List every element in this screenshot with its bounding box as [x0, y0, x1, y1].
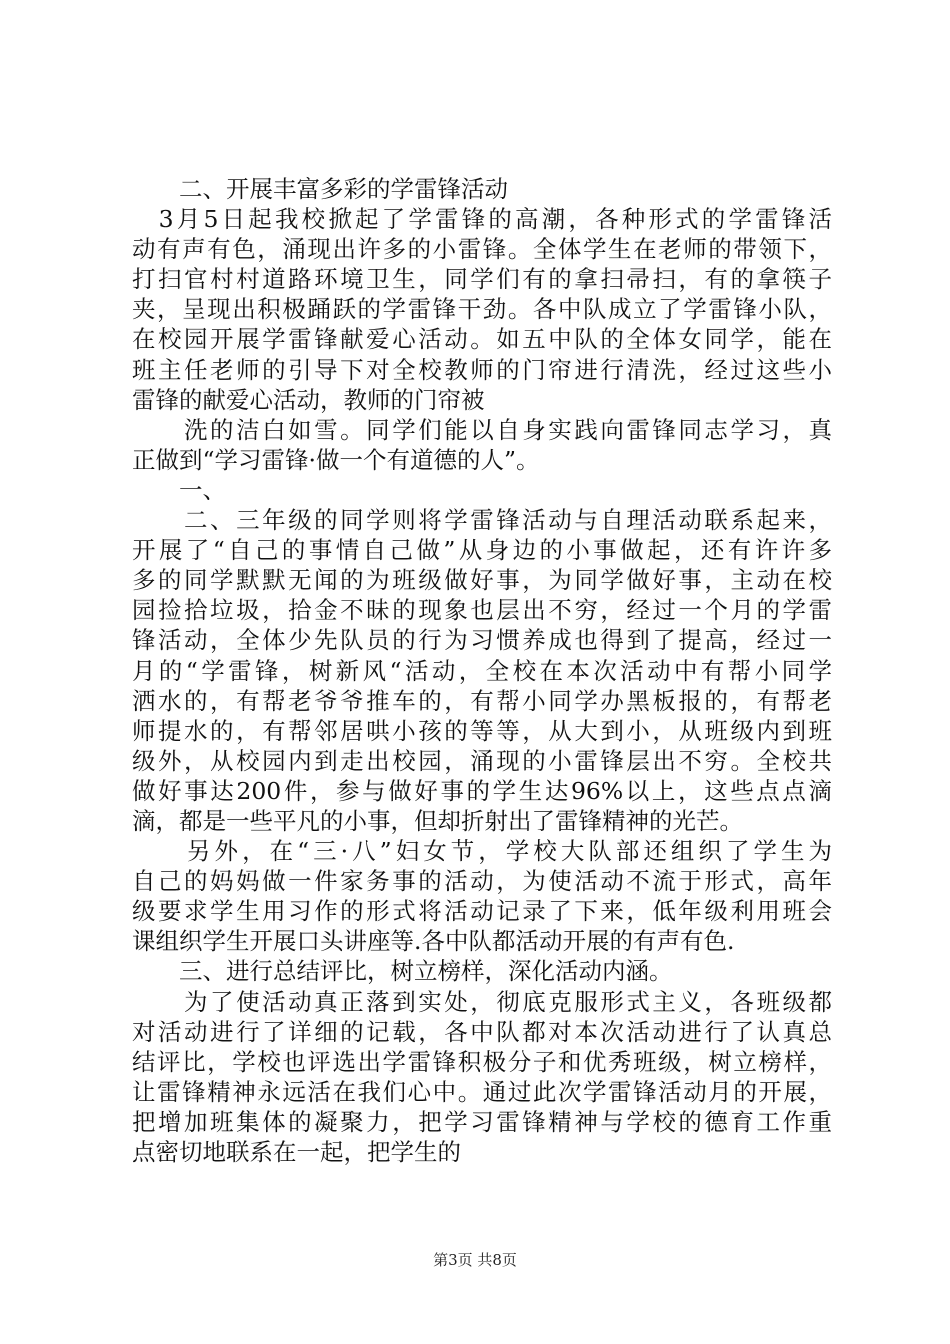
- text-line: 二、三年级的同学则将学雷锋活动与自理活动联系起来，: [132, 506, 832, 535]
- text-line: 结评比，学校也评选出学雷锋积极分子和优秀班级，树立榜样，: [132, 1047, 832, 1076]
- text-line: 开展了“自己的事情自己做”从身边的小事做起，还有许许多: [132, 536, 832, 565]
- text-line: 课组织学生开展口头讲座等.各中队都活动开展的有声有色.: [132, 927, 735, 956]
- text-line: 在校园开展学雷锋献爱心活动。如五中队的全体女同学，能在: [132, 325, 832, 354]
- text-line: 多的同学默默无闻的为班级做好事，为同学做好事，主动在校: [132, 566, 832, 595]
- text-line: 三、进行总结评比，树立榜样，深化活动内涵。: [132, 957, 673, 986]
- text-line: 让雷锋精神永远活在我们心中。通过此次学雷锋活动月的开展，: [132, 1077, 832, 1106]
- text-line: 洒水的，有帮老爷爷推车的，有帮小同学办黑板报的，有帮老: [132, 686, 832, 715]
- text-line: 一、: [132, 475, 226, 504]
- text-line: 班主任老师的引导下对全校教师的门帘进行清洗，经过这些小: [132, 355, 832, 384]
- text-line: 点密切地联系在一起，把学生的: [132, 1138, 461, 1166]
- text-line: 月的“学雷锋，树新风“活动，全校在本次活动中有帮小同学: [132, 656, 832, 685]
- text-line: 另外，在“三·八”妇女节，学校大队部还组织了学生为: [132, 837, 832, 866]
- page-number-label: 第3页 共8页: [433, 1251, 517, 1269]
- page-footer: [0, 1250, 950, 1270]
- text-line: 级外，从校园内到走出校园，涌现的小雷锋层出不穷。全校共: [132, 746, 832, 775]
- text-line: 雷锋的献爱心活动，教师的门帘被: [132, 385, 485, 414]
- text-line: 级要求学生用习作的形式将活动记录了下来，低年级利用班会: [132, 897, 832, 926]
- text-line: 二、开展丰富多彩的学雷锋活动: [132, 175, 508, 203]
- text-line: 把增加班集体的凝聚力，把学习雷锋精神与学校的德育工作重: [132, 1107, 832, 1136]
- text-line: 正做到“学习雷锋·做一个有道德的人”。: [132, 445, 540, 474]
- text-line: 对活动进行了详细的记载，各中队都对本次活动进行了认真总: [132, 1017, 832, 1046]
- text-line: 夹，呈现出积极踊跃的学雷锋干劲。各中队成立了学雷锋小队，: [132, 295, 832, 324]
- text-line: 做好事达200件，参与做好事的学生达96%以上，这些点点滴: [132, 776, 832, 805]
- text-line: 滴，都是一些平凡的小事，但却折射出了雷锋精神的光芒。: [132, 806, 743, 835]
- text-line: 打扫官村村道路环境卫生，同学们有的拿扫帚扫，有的拿筷子: [132, 265, 832, 294]
- text-line: 锋活动，全体少先队员的行为习惯养成也得到了提高，经过一: [132, 626, 832, 655]
- text-line: 师提水的，有帮邻居哄小孩的等等，从大到小，从班级内到班: [132, 716, 832, 745]
- text-line: 为了使活动真正落到实处，彻底克服形式主义，各班级都: [132, 987, 832, 1016]
- body-text: [132, 174, 832, 1167]
- text-line: 3月5日起我校掀起了学雷锋的高潮，各种形式的学雷锋活: [132, 205, 832, 234]
- text-line: 园捡拾垃圾，拾金不昧的现象也层出不穷，经过一个月的学雷: [132, 596, 832, 625]
- text-line: 自己的妈妈做一件家务事的活动，为使活动不流于形式，高年: [132, 867, 832, 896]
- text-line: 动有声有色，涌现出许多的小雷锋。全体学生在老师的带领下，: [132, 235, 832, 264]
- text-line: 洗的洁白如雪。同学们能以自身实践向雷锋同志学习，真: [132, 415, 832, 444]
